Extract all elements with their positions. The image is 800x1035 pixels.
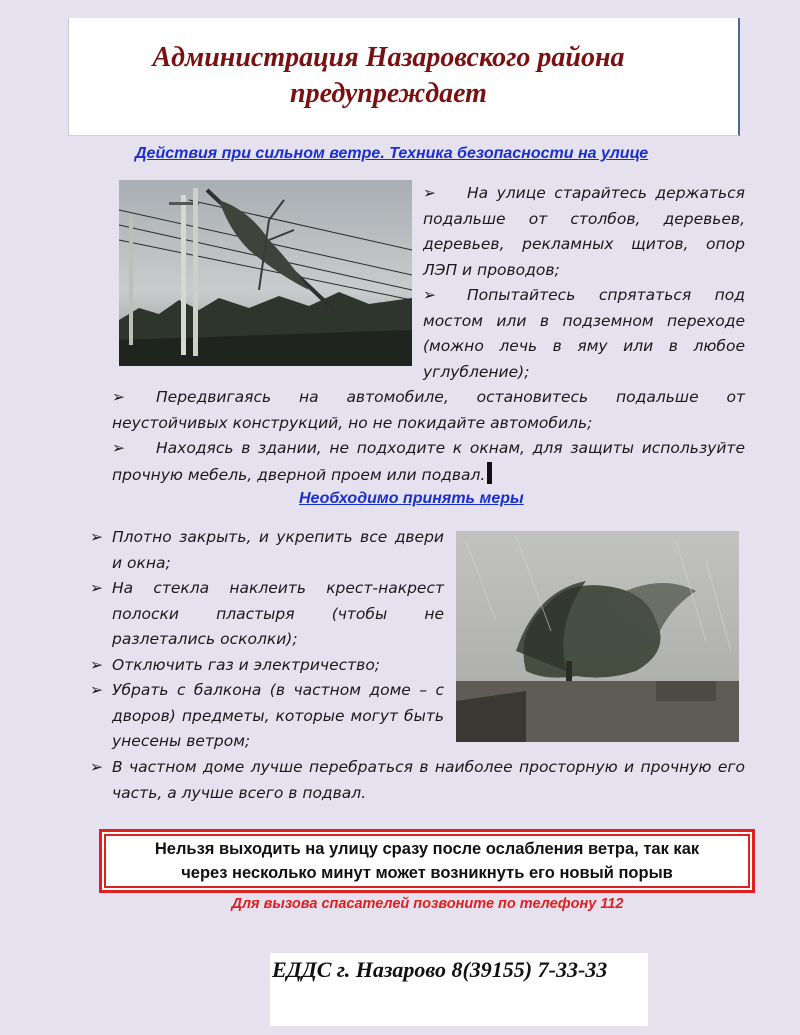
section2-item-2: ➢ На стекла наклеить крест-накрест полоски пластыря (чтобы не разлетались осколки); (90, 576, 444, 653)
section2-item-1: ➢ Плотно закрыть, и укрепить все двери и окна; (90, 525, 444, 576)
section2-item-5: ➢ В частном доме лучше перебраться в наиболее просторную и прочную его часть, а лучше всего в подвал. (90, 755, 745, 806)
storm-powerline-photo (119, 180, 412, 366)
page-title (69, 40, 738, 112)
arrow-bullet-icon: ➢ (90, 579, 103, 597)
section2-list-full (90, 755, 745, 806)
section2-list-left (90, 525, 444, 755)
section1-item-2: ➢ Попытайтесь спрятаться под мостом или в подземном переходе (можно лечь в яму или в любое углубление); (423, 283, 745, 385)
section2-item-3: ➢ Отключить газ и электричество; (90, 653, 444, 679)
warning-text (155, 837, 699, 885)
header-box (68, 18, 740, 136)
title-line-1: Администрация Назаровского района (152, 42, 625, 73)
warning-box (99, 829, 755, 893)
arrow-bullet-icon: ➢ (90, 681, 103, 699)
section1-item-1: ➢ На улице старайтесь держаться подальше от столбов, деревьев, деревьев, рекламных щитов, опор ЛЭП и проводов; (423, 181, 745, 283)
warning-line-1: Нельзя выходить на улицу сразу после ослабления ветра, так как (154, 840, 700, 858)
edds-phone-text: ЕДДС г. Назарово 8(39155) 7-33-33 (272, 957, 608, 982)
arrow-bullet-icon: ➢ (90, 528, 103, 546)
text-cursor-mark (487, 462, 492, 484)
arrow-bullet-icon: ➢ (423, 286, 436, 304)
rescue-call-text: Для вызова спасателей позвоните по телефону 112 (231, 896, 624, 912)
arrow-bullet-icon: ➢ (423, 184, 436, 202)
section2-item-4: ➢ Убрать с балкона (в частном доме – с дворов) предметы, которые могут быть унесены ветром; (90, 678, 444, 755)
section1-item-4: ➢ Находясь в здании, не подходите к окнам, для защиты используйте прочную мебель, дверной проем или подвал. (112, 436, 745, 488)
section2-heading: Необходимо принять меры (299, 490, 524, 507)
arrow-bullet-icon: ➢ (112, 439, 125, 457)
arrow-bullet-icon: ➢ (90, 655, 103, 674)
arrow-bullet-icon: ➢ (112, 388, 125, 406)
arrow-bullet-icon: ➢ (90, 758, 103, 776)
storm-powerline-image (119, 180, 412, 366)
storm-trees-photo (456, 531, 739, 742)
storm-trees-image (456, 531, 739, 742)
section1-item-3: ➢ Передвигаясь на автомобиле, остановитесь подальше от неустойчивых конструкций, но не покидайте автомобиль; (112, 385, 745, 436)
edds-box (270, 953, 648, 1026)
title-line-2: предупреждает (290, 78, 487, 109)
section1-heading: Действия при сильном ветре. Техника безопасности на улице (135, 145, 649, 162)
warning-line-2: через несколько минут может возникнуть его новый порыв (181, 864, 673, 882)
